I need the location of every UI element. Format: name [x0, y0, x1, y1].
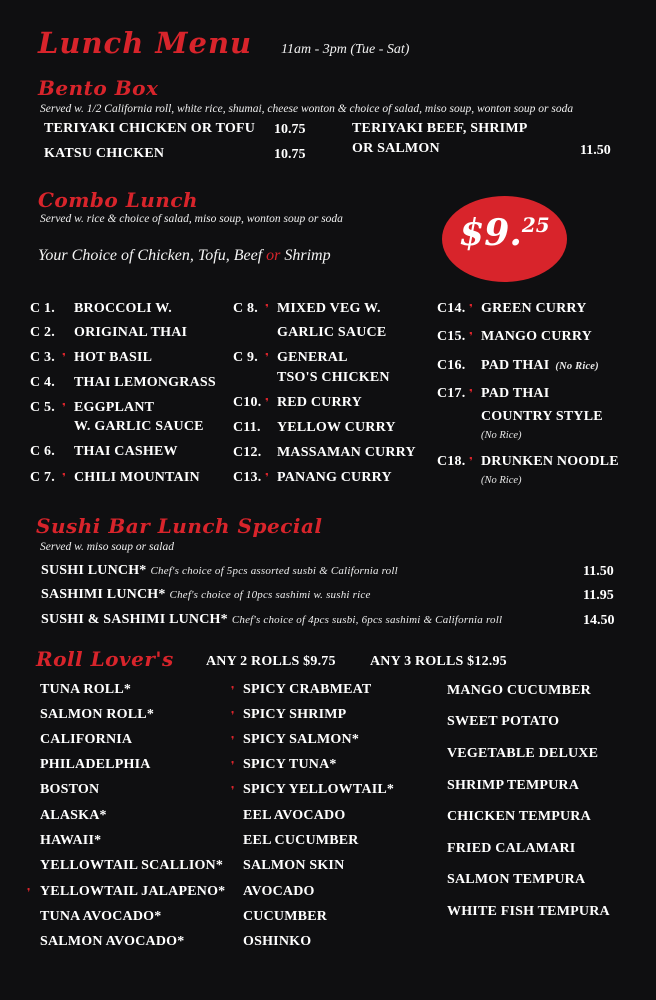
- sushi-item-name: SUSHI LUNCH*: [41, 563, 147, 578]
- roll-item: SALMON TEMPURA: [447, 872, 586, 887]
- roll-item: VEGETABLE DELUXE: [447, 746, 599, 761]
- bento-item-name: TERIYAKI BEEF, SHRIMP: [352, 121, 528, 136]
- roll-item: CUCUMBER: [243, 909, 328, 924]
- chili-pepper-icon: ❜: [265, 396, 270, 409]
- roll-item: WHITE FISH TEMPURA: [447, 904, 610, 919]
- chili-pepper-icon: ❜: [62, 351, 67, 364]
- price-badge-cents: 25: [521, 213, 550, 237]
- sushi-note: Served w. miso soup or salad: [40, 541, 174, 553]
- chili-pepper-icon: ❜: [27, 886, 31, 899]
- roll-item: SPICY SALMON*: [243, 732, 360, 747]
- combo-item-name: MANGO CURRY: [481, 329, 592, 344]
- combo-item-name: THAI CASHEW: [74, 444, 178, 459]
- combo-item-name: MIXED VEG W.: [277, 301, 381, 316]
- roll-item: CALIFORNIA: [40, 732, 133, 747]
- combo-item: [30, 444, 178, 460]
- page-title: Lunch Menu: [38, 26, 253, 60]
- price-badge-main: $9.: [459, 212, 522, 254]
- chili-pepper-icon: ❜: [265, 471, 270, 484]
- chili-pepper-icon: ❜: [231, 734, 235, 747]
- chili-pepper-icon: ❜: [231, 784, 235, 797]
- bento-item-price: 11.50: [580, 143, 611, 158]
- sushi-item: [41, 563, 398, 579]
- combo-item-name: YELLOW CURRY: [277, 420, 396, 435]
- chili-pepper-icon: ❜: [231, 759, 235, 772]
- roll-item: HAWAII*: [40, 833, 102, 848]
- combo-item-code: C 9.: [233, 350, 258, 365]
- rolls-deal: ANY 3 ROLLS $12.95: [370, 654, 507, 669]
- combo-item-code: C 5.: [30, 400, 55, 415]
- combo-item-name: PANANG CURRY: [277, 470, 392, 485]
- combo-item-name: PAD THAI: [481, 358, 550, 373]
- roll-item: FRIED CALAMARI: [447, 841, 576, 856]
- combo-item-name: CHILI MOUNTAIN: [74, 470, 200, 485]
- combo-item: [437, 454, 619, 470]
- sushi-item: [41, 587, 371, 603]
- chili-pepper-icon: ❜: [62, 471, 67, 484]
- combo-item: [437, 301, 587, 317]
- chili-pepper-icon: ❜: [469, 302, 474, 315]
- sushi-item-desc: Chef's choice of 4pcs susbi, 6pcs sashimi & California roll: [231, 614, 503, 626]
- roll-item: EEL CUCUMBER: [243, 833, 359, 848]
- chili-pepper-icon: ❜: [469, 387, 474, 400]
- combo-item: [233, 301, 381, 317]
- roll-item: ALASKA*: [40, 808, 107, 823]
- combo-item-code: C 3.: [30, 350, 55, 365]
- roll-item: YELLOWTAIL JALAPENO*: [40, 884, 226, 899]
- combo-item-code: C 2.: [30, 325, 55, 340]
- sushi-item-name: SASHIMI LUNCH*: [41, 587, 166, 602]
- combo-item-name-line2: W. GARLIC SAUCE: [74, 419, 204, 434]
- roll-item: SALMON AVOCADO*: [40, 934, 185, 949]
- combo-item: [437, 329, 592, 345]
- sushi-item-desc: Chef's choice of 10pcs sashimi w. sushi rice: [169, 589, 371, 601]
- roll-item: AVOCADO: [243, 884, 315, 899]
- combo-item-code: C18.: [437, 454, 466, 469]
- combo-item: [233, 470, 392, 486]
- no-rice-note: (No Rice): [481, 475, 522, 486]
- bento-note: Served w. 1/2 California roll, white rice, shumai, cheese wonton & choice of salad, miso soup, wonton soup or soda: [40, 103, 574, 115]
- roll-item: YELLOWTAIL SCALLION*: [40, 858, 224, 873]
- combo-item-code: C10.: [233, 395, 262, 410]
- roll-item: SPICY TUNA*: [243, 757, 337, 772]
- sushi-item-name: SUSHI & SASHIMI LUNCH*: [41, 612, 228, 627]
- roll-item: PHILADELPHIA: [40, 757, 151, 772]
- combo-item-code: C16.: [437, 358, 466, 373]
- combo-item: [233, 395, 362, 411]
- roll-item: SPICY CRABMEAT: [243, 682, 372, 697]
- combo-item-name: GREEN CURRY: [481, 301, 587, 316]
- combo-item-name: PAD THAI: [481, 386, 550, 401]
- roll-item: TUNA ROLL*: [40, 682, 132, 697]
- roll-item: BOSTON: [40, 782, 100, 797]
- chili-pepper-icon: ❜: [62, 401, 67, 414]
- combo-item-name: EGGPLANT: [74, 400, 155, 415]
- combo-item-name-line2: COUNTRY STYLE: [481, 409, 603, 424]
- chili-pepper-icon: ❜: [469, 330, 474, 343]
- roll-item: OSHINKO: [243, 934, 312, 949]
- combo-item-code: C 4.: [30, 375, 55, 390]
- combo-choice-text: [38, 247, 331, 265]
- combo-item-name: GENERAL: [277, 350, 348, 365]
- bento-item-price: 10.75: [274, 147, 306, 162]
- no-rice-note: (No Rice): [555, 361, 599, 372]
- no-rice-note: (No Rice): [481, 430, 522, 441]
- bento-item-name: KATSU CHICKEN: [44, 146, 165, 161]
- combo-item: [233, 350, 348, 366]
- roll-item: MANGO CUCUMBER: [447, 683, 591, 698]
- combo-item: [30, 325, 187, 341]
- sushi-item-price: 11.50: [583, 564, 614, 579]
- chili-pepper-icon: ❜: [265, 351, 270, 364]
- chili-pepper-icon: ❜: [231, 684, 235, 697]
- combo-item: [437, 358, 599, 374]
- combo-item: [30, 375, 216, 391]
- choice-text-post: Shrimp: [280, 247, 331, 264]
- combo-item-name-line2: GARLIC SAUCE: [277, 325, 387, 340]
- combo-item-code: C14.: [437, 301, 466, 316]
- bento-item-price: 10.75: [274, 122, 306, 137]
- bento-item-name-line2: OR SALMON: [352, 141, 440, 156]
- combo-item-name: ORIGINAL THAI: [74, 325, 188, 340]
- roll-item: SHRIMP TEMPURA: [447, 778, 580, 793]
- bento-item-name: TERIYAKI CHICKEN OR TOFU: [44, 121, 256, 136]
- combo-item-code: C 8.: [233, 301, 258, 316]
- combo-item-name: HOT BASIL: [74, 350, 153, 365]
- combo-item-code: C12.: [233, 445, 262, 460]
- combo-item-code: C 1.: [30, 301, 55, 316]
- combo-item-code: C13.: [233, 470, 262, 485]
- combo-item-code: C11.: [233, 420, 261, 435]
- combo-item: [30, 400, 154, 416]
- combo-item-name: RED CURRY: [277, 395, 362, 410]
- roll-item: CHICKEN TEMPURA: [447, 809, 591, 824]
- roll-item: SPICY SHRIMP: [243, 707, 347, 722]
- combo-item-code: C15.: [437, 329, 466, 344]
- roll-item: SALMON SKIN: [243, 858, 345, 873]
- combo-item-name: THAI LEMONGRASS: [74, 375, 216, 390]
- roll-item: SPICY YELLOWTAIL*: [243, 782, 395, 797]
- sushi-title: Sushi Bar Lunch Special: [36, 514, 323, 538]
- combo-item-code: C 6.: [30, 444, 55, 459]
- combo-item-name: BROCCOLI W.: [74, 301, 172, 316]
- combo-item: [233, 445, 416, 461]
- rolls-deal: ANY 2 ROLLS $9.75: [206, 654, 336, 669]
- combo-item: [30, 301, 172, 317]
- chili-pepper-icon: ❜: [469, 455, 474, 468]
- sushi-item-desc: Chef's choice of 5pcs assorted susbi & California roll: [150, 565, 398, 577]
- choice-text-pre: Your Choice of Chicken, Tofu, Beef: [38, 247, 267, 264]
- combo-item: [30, 470, 200, 486]
- sushi-item-price: 14.50: [583, 613, 615, 628]
- combo-note: Served w. rice & choice of salad, miso soup, wonton soup or soda: [40, 213, 343, 225]
- sushi-item-price: 11.95: [583, 588, 614, 603]
- combo-item-name-line2: TSO'S CHICKEN: [277, 370, 390, 385]
- roll-item: SWEET POTATO: [447, 714, 560, 729]
- roll-item: SALMON ROLL*: [40, 707, 155, 722]
- rolls-title: Roll Lover's: [36, 647, 174, 671]
- roll-item: EEL AVOCADO: [243, 808, 346, 823]
- bento-title: Bento Box: [38, 76, 159, 100]
- choice-text-or: or: [266, 247, 281, 264]
- chili-pepper-icon: ❜: [231, 709, 235, 722]
- sushi-item: [41, 612, 502, 628]
- combo-item: [233, 420, 396, 436]
- roll-item: TUNA AVOCADO*: [40, 909, 162, 924]
- combo-item-code: C 7.: [30, 470, 55, 485]
- combo-item-code: C17.: [437, 386, 466, 401]
- combo-item-name: DRUNKEN NOODLE: [481, 454, 619, 469]
- combo-item: [437, 386, 549, 402]
- combo-item-name: MASSAMAN CURRY: [277, 445, 416, 460]
- hours-text: 11am - 3pm (Tue - Sat): [281, 42, 410, 57]
- combo-item: [30, 350, 152, 366]
- chili-pepper-icon: ❜: [265, 302, 270, 315]
- combo-title: Combo Lunch: [38, 188, 199, 212]
- price-badge: [442, 196, 567, 282]
